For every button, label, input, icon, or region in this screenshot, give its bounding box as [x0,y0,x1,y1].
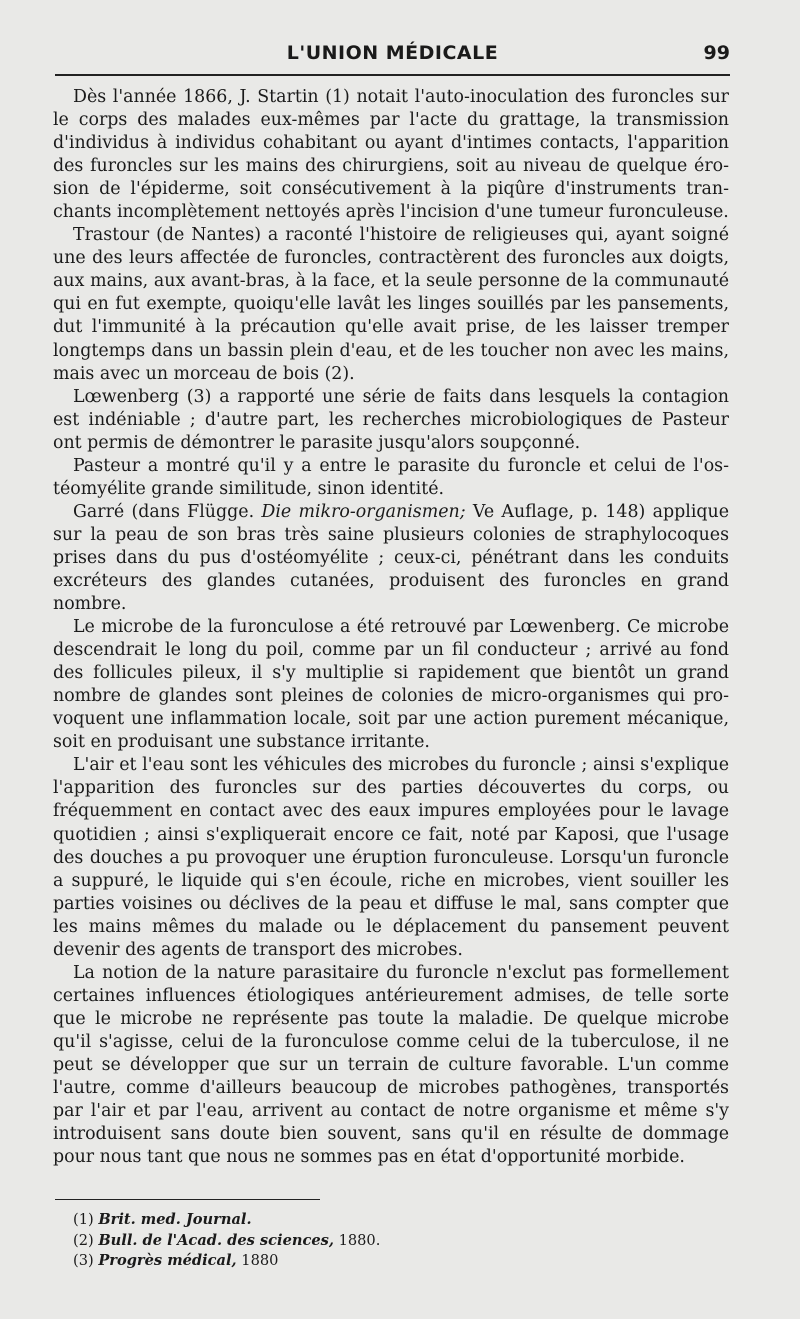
footnote-source: Bull. de l'Acad. des sciences, [98,1231,334,1249]
footnote-source: Progrès médical, [98,1252,237,1269]
paragraph: La notion de la nature parasitaire du furoncle n'exclut pas formellement certaines influences étiologiques antérieurement admises, de telle sorte que le microbe ne représente pas toute la maladie. De quelque microbe qu'il s'agisse, celui de la furonculose comme celui de la tuberculose, il ne peut se développer que sur un terrain de culture favorable. L'un comme l'autre, comme d'ailleurs beaucoup de microbes pathogènes, transportés par l'air et par l'eau, arrivent au contact de notre organisme et même s'y introduisent sans doute bien souvent, sans qu'il en résulte de dommage pour nous tant que nous ne sommes pas en état d'opportunité morbide. [53,962,729,1168]
running-title: L'UNION MÉDICALE [286,42,499,64]
footnote [73,1210,380,1231]
paragraph: Lœwenberg (3) a rapporté une série de faits dans lesquels la contagion est indéniable ; d'autre part, les recherches microbiologiques de Pasteur ont permis de démontrer le parasite jusqu'alors soupçonné. [53,386,729,453]
footnote [73,1231,380,1252]
paragraph: Le microbe de la furonculose a été retrouvé par Lœwenberg. Ce microbe descendrait le long du poil, comme par un fil conducteur ; arrivé au fond des follicules pileux, il s'y multiplie si rapidement que bientôt un grand nombre de glandes sont pleines de colonies de micro-organismes qui provoquent une inflammation locale, soit par une action purement mécanique, soit en produisant une substance irritante. [53,617,729,753]
footnote-tail: 1880. [333,1231,381,1249]
footnote-source: Brit. med. Journal. [98,1211,252,1228]
footnote-rule [55,1199,320,1200]
footnote [73,1251,380,1272]
paragraph-text: Garré (dans Flügge. [73,501,262,522]
paragraph-text: Ve Auflage, p. 148) applique sur la peau de son bras très saine plusieurs colonies de straphylocoques prises dans du pus d'ostéomyélite ; ceux-ci, pénétrant dans les conduits excréteurs des glandes cutanées, produisent des furoncles en grand nombre. [53,501,729,615]
paragraph: L'air et l'eau sont les véhicules des microbes du furoncle ; ainsi s'explique l'apparition des furoncles sur des parties découvertes du corps, ou fréquemment en contact avec des eaux impures employées pour le lavage quotidien ; ainsi s'expliquerait encore ce fait, noté par Kaposi, que l'usage des douches a pu provoquer une éruption furonculeuse. Lorsqu'un furoncle a suppuré, le liquide qui s'en écoule, riche en microbes, vient souiller les parties voisines ou déclives de la peau et diffuse le mal, sans compter que les mains mêmes du malade ou le déplacement du pansement peuvent devenir des agents de transport des microbes. [53,755,729,960]
page-header [55,42,730,72]
footnote-number: (2) [73,1231,94,1249]
footnote-number: (3) [73,1252,94,1269]
book-title: Die mikro-organismen; [261,501,466,522]
paragraph [53,501,729,616]
header-rule [55,74,730,76]
footnote-number: (1) [73,1211,94,1228]
paragraph: Pasteur a montré qu'il y a entre le parasite du furoncle et celui de l'ostéomyélite grande similitude, sinon identité. [53,455,729,499]
footnote-tail: 1880 [236,1252,279,1269]
paragraph: Trastour (de Nantes) a raconté l'histoire de religieuses qui, ayant soigné une des leurs affectée de furoncles, contractèrent des furoncles aux doigts, aux mains, aux avant-bras, à la face, et la seule personne de la communauté qui en fut exempte, quoiqu'elle lavât les linges souillés par les pansements, dut l'immunité à la précaution qu'elle avait prise, de les laisser tremper longtemps dans un bassin plein d'eau, et de les toucher non avec les mains, mais avec un morceau de bois (2). [53,225,729,384]
page-number: 99 [703,42,730,64]
paragraph: Dès l'année 1866, J. Startin (1) notait l'auto-inoculation des furoncles sur le corps des malades eux-mêmes par l'acte du grattage, la transmission d'individus à individus cohabitant ou ayant d'intimes contacts, l'apparition des furoncles sur les mains des chirurgiens, soit au niveau de quelque érosion de l'épiderme, soit consécutivement à la piqûre d'instruments tranchants incomplètement nettoyés après l'incision d'une tumeur furonculeuse. [53,87,729,223]
footnotes [73,1210,380,1272]
body-text [53,86,729,1169]
